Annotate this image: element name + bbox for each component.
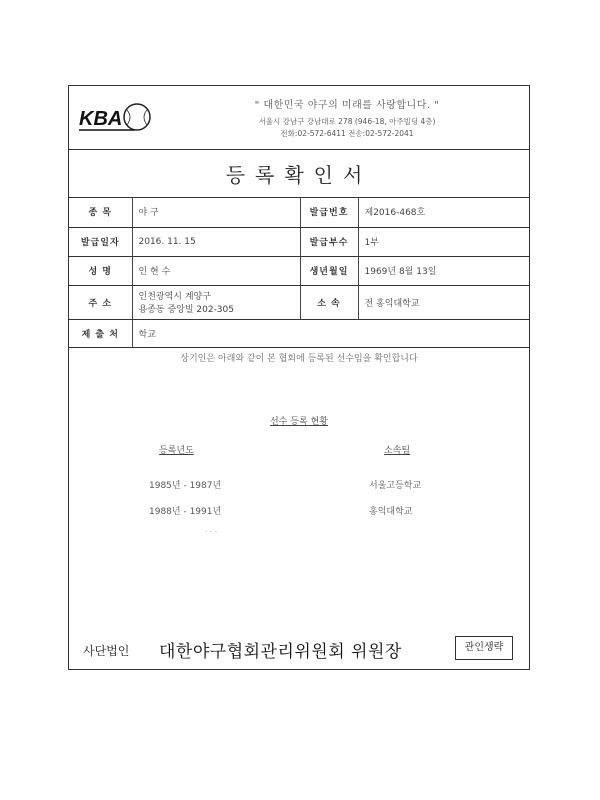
history-row-1-team: 서울고등학교 — [369, 481, 422, 491]
birth-label: 생년월일 — [300, 256, 358, 285]
signature-block — [69, 636, 529, 666]
issue-date-value: 2016. 11. 15 — [132, 227, 300, 256]
issue-date-label: 발급일자 — [69, 227, 132, 256]
svg-text:KBA: KBA — [79, 108, 123, 130]
history-end-mark: - - - — [205, 528, 218, 536]
name-value: 인 현 수 — [132, 256, 300, 285]
seal-box: 관인생략 — [455, 636, 513, 660]
copies-label: 발급부수 — [300, 227, 358, 256]
issue-no-value: 제2016-468호 — [358, 197, 529, 227]
history-row-2-team: 홍익대학교 — [369, 507, 413, 517]
address-label: 주 소 — [69, 285, 132, 319]
affiliation-label: 소 속 — [300, 285, 358, 319]
confirmation-text: 상기인은 아래와 같이 본 협회에 등록된 선수임을 확인합니다 — [180, 354, 418, 364]
org-contact: 전화:02-572-6411 전송:02-572-2041 — [280, 129, 414, 138]
address-line-1: 인천광역시 계양구 — [138, 292, 211, 302]
history-row-2-years: 1988년 - 1991년 — [149, 507, 222, 517]
document-title: 등록확인서 — [225, 163, 373, 187]
sport-value: 야 구 — [132, 197, 300, 227]
slogan-text: " 대한민국 야구의 미래를 사랑합니다. " — [254, 100, 440, 111]
address-value — [132, 285, 300, 319]
address-line-2: 용종동 중앙빌 202-305 — [138, 305, 234, 315]
signature-org: 대한야구협회관리위원회 위원장 — [159, 642, 402, 662]
signature-prefix: 사단법인 — [83, 644, 130, 658]
table-row — [69, 319, 529, 347]
sport-label: 종 목 — [69, 197, 132, 227]
history-row-1-years: 1985년 - 1987년 — [149, 481, 222, 491]
org-address: 서울시 강남구 강남대로 278 (946-18, 아주빌딩 4층) — [258, 117, 436, 126]
certificate-document — [68, 85, 530, 670]
history-col-year: 등록년도 — [159, 446, 194, 456]
name-label: 성 명 — [69, 256, 132, 285]
title-row — [69, 149, 529, 198]
letterhead — [69, 86, 529, 150]
history-col-team: 소속팀 — [384, 446, 411, 456]
submit-label: 제 출 처 — [69, 319, 132, 347]
table-row — [69, 197, 529, 227]
submit-value: 학교 — [132, 319, 529, 347]
table-row — [69, 256, 529, 285]
copies-value: 1부 — [358, 227, 529, 256]
kba-logo — [77, 101, 151, 135]
table-row — [69, 285, 529, 319]
table-row — [69, 227, 529, 256]
birth-value: 1969년 8월 13일 — [358, 256, 529, 285]
affiliation-value: 전 홍익대학교 — [358, 285, 529, 319]
info-table — [69, 197, 529, 348]
issue-no-label: 발급번호 — [300, 197, 358, 227]
history-title: 선수 등록 현황 — [270, 417, 328, 427]
